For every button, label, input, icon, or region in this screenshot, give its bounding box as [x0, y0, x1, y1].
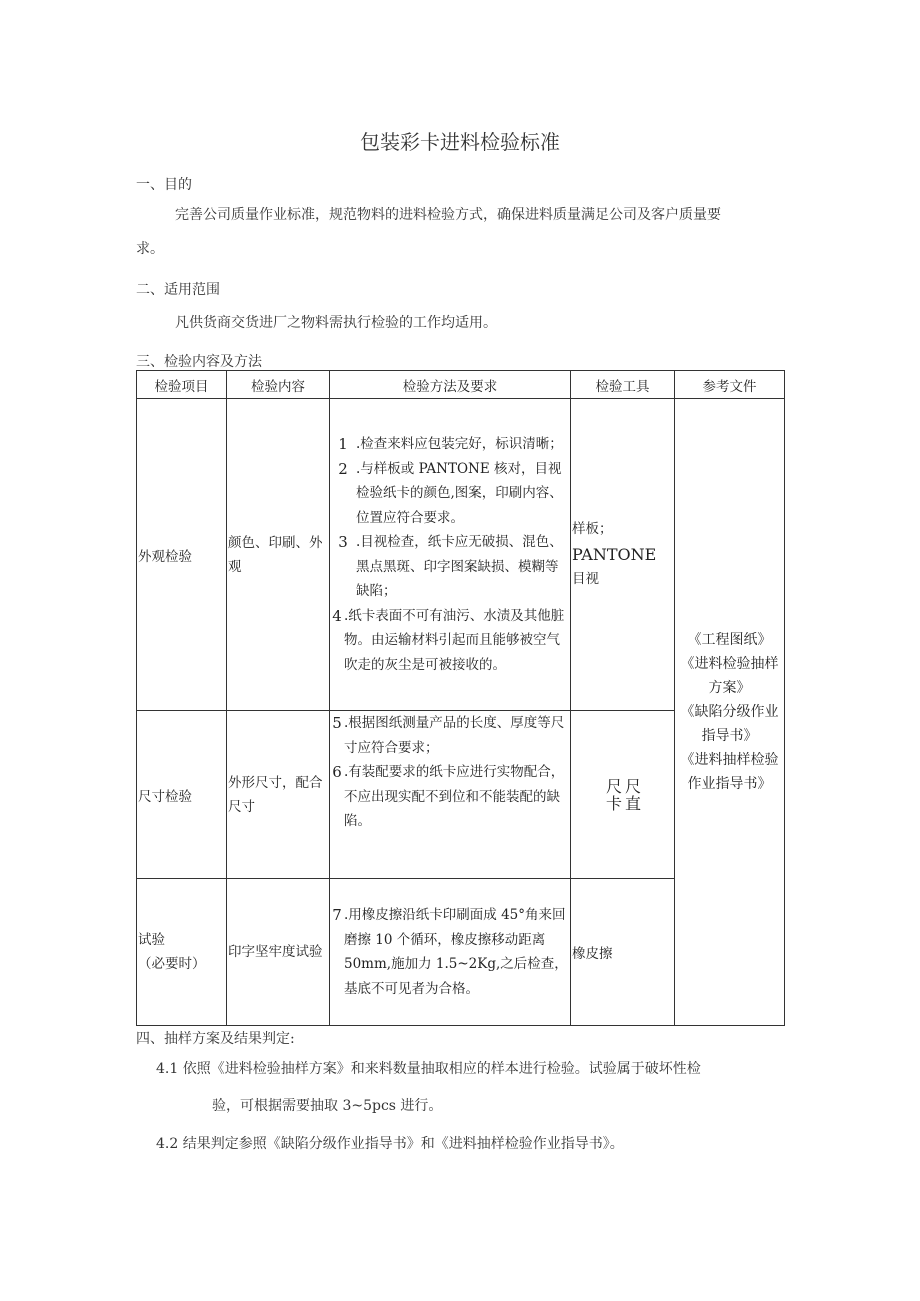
inspection-table — [136, 370, 785, 1026]
header-content: 检验内容 — [227, 371, 330, 399]
section-4-heading: 四、抽样方案及结果判定: — [136, 1031, 295, 1047]
tool-ruler: 尺直 — [622, 777, 642, 812]
page-title: 包装彩卡进料检验标准 — [360, 130, 560, 154]
header-reference: 参考文件 — [675, 371, 785, 399]
section-2-text: 凡供货商交货进厂之物料需执行检验的工作均适用。 — [175, 315, 497, 331]
section-1-text-line1: 完善公司质量作业标准，规范物料的进料检验方式，确保进料质量满足公司及客户质量要 — [175, 207, 721, 223]
tool-caliper: 尺卡 — [603, 777, 623, 812]
method-item-4: 4 .纸卡表面不可有油污、水渍及其他脏物。由运输材料引起而且能够被空气吹走的灰尘是可被接收的。 — [332, 606, 565, 673]
method-item-2: 2 .与样板或 PANTONE 核对，目视检验纸卡的颜色,图案，印刷内容、位置应符合要求。 — [338, 459, 563, 526]
section-1-heading: 一、目的 — [136, 177, 192, 193]
tool-test: 橡皮擦 — [571, 879, 675, 1026]
content-test: 印字坚牢度试验 — [227, 879, 330, 1026]
reference-item: 《进料抽样检验作业指导书》 — [680, 752, 779, 792]
method-item-6: 6 .有装配要求的纸卡应进行实物配合，不应出现实配不到位和不能装配的缺陷。 — [332, 763, 565, 829]
header-item: 检验项目 — [137, 371, 227, 399]
header-tool: 检验工具 — [571, 371, 675, 399]
item-test: 试验 （必要时） — [137, 879, 227, 1026]
method-item-5: 5 .根据图纸测量产品的长度、厚度等尺寸应符合要求； — [332, 714, 565, 756]
reference-item: 《进料检验抽样方案》 — [680, 656, 779, 696]
item-appearance: 外观检验 — [137, 399, 227, 711]
methods-test — [330, 879, 571, 1026]
section-4-para-1-line1: 4.1 依照《进料检验抽样方案》和来料数量抽取相应的样本进行检验。试验属于破坏性检 — [156, 1061, 701, 1077]
item-dimension: 尺寸检验 — [137, 711, 227, 879]
methods-dimension — [330, 711, 571, 879]
method-item-1: 1 .检查来料应包装完好，标识清晰； — [338, 435, 563, 453]
header-method: 检验方法及要求 — [330, 371, 571, 399]
reference-item: 《缺陷分级作业指导书》 — [680, 704, 779, 744]
content-appearance: 颜色、印刷、外观 — [227, 399, 330, 711]
tool-dimension — [571, 711, 675, 879]
methods-appearance — [330, 399, 571, 711]
content-dimension: 外形尺寸，配合尺寸 — [227, 711, 330, 879]
section-4-para-2: 4.2 结果判定参照《缺陷分级作业指导书》和《进料抽样检验作业指导书》。 — [156, 1136, 624, 1152]
tool-appearance: 样板； PANTONE 目视 — [571, 399, 675, 711]
reference-documents — [675, 399, 785, 1026]
table-header-row — [137, 371, 785, 399]
section-3-heading: 三、检验内容及方法 — [136, 354, 262, 370]
method-item-7: 7 .用橡皮擦沿纸卡印刷面成 45°角来回磨擦 10 个循环，橡皮擦移动距离 50mm,施加力 1.5~2Kg,之后检查，基底不可见者为合格。 — [332, 906, 568, 997]
section-4-para-1-line2: 验，可根据需要抽取 3~5pcs 进行。 — [212, 1098, 443, 1114]
method-item-3: 3 .目视检查，纸卡应无破损、混色、黑点黑斑、印字图案缺损、模糊等缺陷； — [338, 533, 563, 599]
table-row-appearance — [137, 399, 785, 711]
section-1-text-line2: 求。 — [136, 241, 164, 257]
reference-item: 《工程图纸》 — [687, 632, 772, 648]
section-2-heading: 二、适用范围 — [136, 282, 220, 298]
